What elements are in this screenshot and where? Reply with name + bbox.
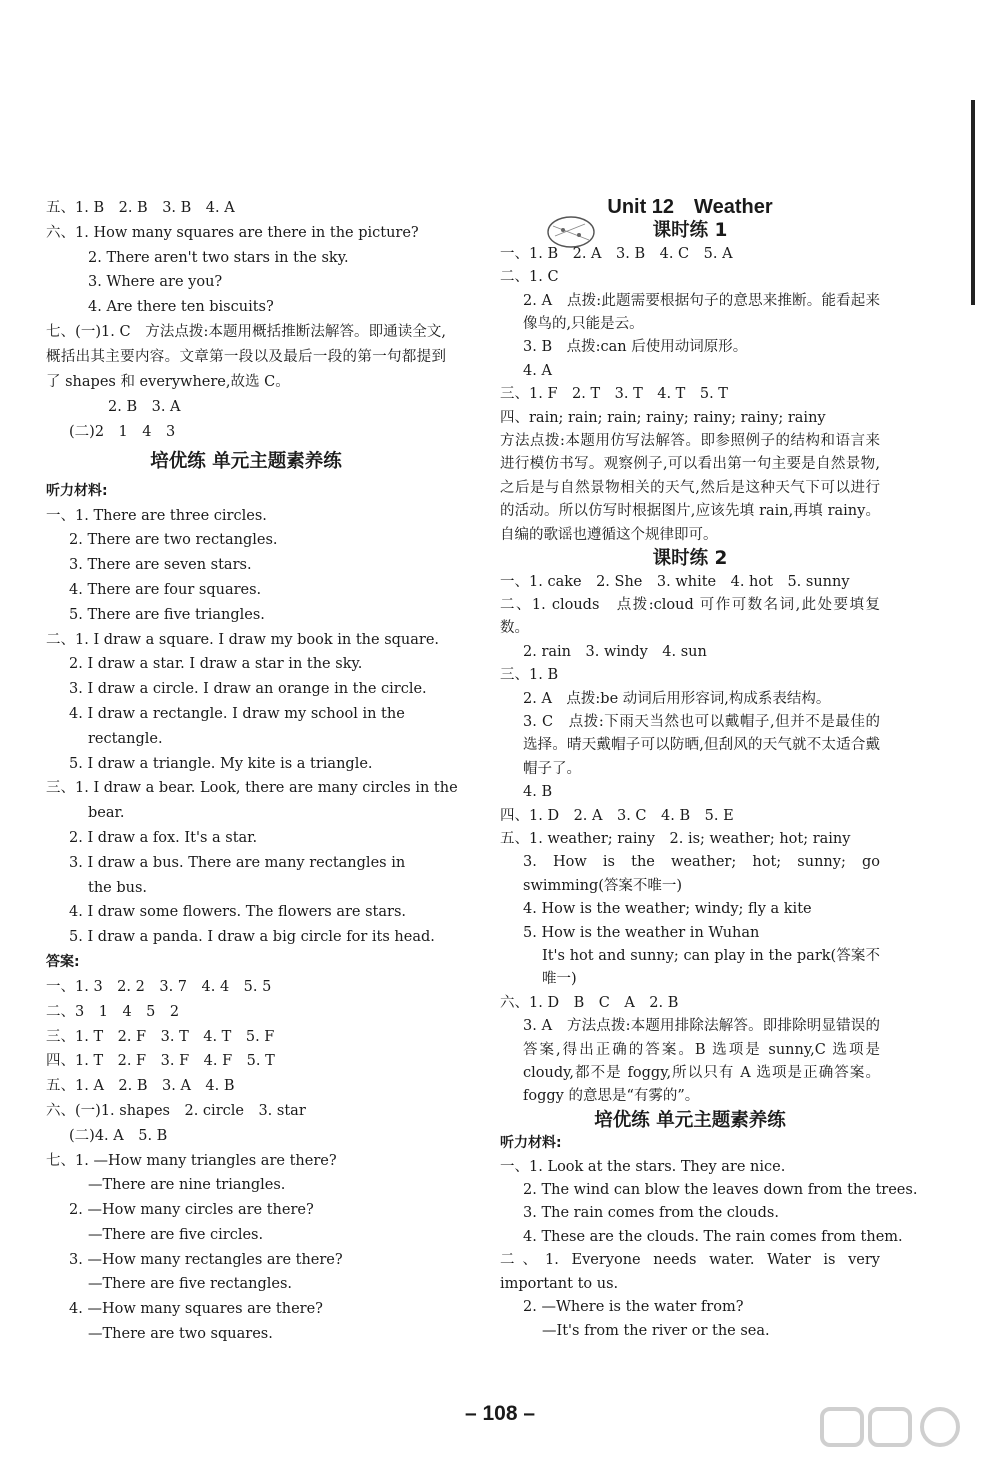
right-line: 一、1. cake 2. She 3. white 4. hot 5. sunny [500,573,850,590]
left-line: 4. Are there ten biscuits? [88,299,274,316]
left-line: 二、3 1 4 5 2 [46,1003,180,1020]
left-line: bear. [88,805,125,822]
right-line: 3. A 方法点拨:本题用排除法解答。即排除明显错误的答案,得出正确的答案。B 选项是 sunny,C 选项是 cloudy,都不是 foggy,所以只有 A 选项是正确答案。foggy 的意思是“有雾的”。 [523,1018,880,1105]
right-line: 课时练 1 [652,220,728,242]
right-line: —It's from the river or the sea. [542,1322,770,1339]
left-line: 3. —How many rectangles are there? [69,1251,343,1268]
right-line: 六、1. D B C A 2. B [500,994,679,1011]
watermark-logo-icon [820,1405,990,1467]
left-line: —There are two squares. [88,1326,273,1343]
left-line: 三、1. T 2. F 3. T 4. T 5. F [46,1028,275,1045]
right-line: 听力材料: [500,1135,562,1152]
left-line: —There are five circles. [88,1226,264,1243]
left-line: 七、(一)1. C 方法点拨:本题用概括推断法解答。即通读全文,概括出其主要内容。文章第一段以及最后一段的第一句都提到了 shapes 和 everywhere,故选 C。 [46,323,446,390]
left-line: —There are nine triangles. [88,1177,286,1194]
left-line: 三、1. I draw a bear. Look, there are many circles in the [46,780,458,797]
right-line: 课时练 2 [652,548,728,570]
left-line: the bus. [88,879,148,896]
left-line: 答案: [46,953,80,970]
left-line: 5. There are five triangles. [69,606,265,623]
right-line: 2. rain 3. windy 4. sun [523,643,707,660]
left-line: 五、1. B 2. B 3. B 4. A [46,200,235,216]
left-line: 2. There aren't two stars in the sky. [88,249,349,266]
right-line: 2. The wind can blow the leaves down from the trees. [523,1182,918,1199]
right-line: 4. A [523,362,552,379]
left-line: 3. There are seven stars. [69,557,252,574]
left-line: 5. I draw a panda. I draw a big circle for its head. [69,929,435,946]
page-number: – 108 – [464,1402,536,1425]
left-line: 2. I draw a star. I draw a star in the sky. [69,656,363,673]
right-column [500,196,918,1343]
right-line: 三、1. B [500,667,559,684]
right-line: 4. These are the clouds. The rain comes from them. [523,1228,903,1245]
left-line: 2. B 3. A [108,398,181,415]
right-line: 四、1. D 2. A 3. C 4. B 5. E [500,807,734,824]
left-line: 七、1. —How many triangles are there? [46,1152,337,1169]
left-line: (二)2 1 4 3 [69,423,176,440]
right-line: 5. How is the weather in Wuhan [523,924,760,941]
left-line: 4. I draw a rectangle. I draw my school in the [69,705,405,722]
right-line: 三、1. F 2. T 3. T 4. T 5. T [500,386,728,403]
right-line: It's hot and sunny; can play in the park(答案不唯一) [542,948,880,988]
right-line: 2. A 点拨:此题需要根据句子的意思来推断。能看起来像鸟的,只能是云。 [523,292,880,333]
right-line: 3. B 点拨:can 后使用动词原形。 [523,339,748,356]
left-line: 2. I draw a fox. It's a star. [69,829,258,846]
left-line: 3. Where are you? [88,274,223,291]
left-line: —There are five rectangles. [88,1276,293,1293]
left-line: 5. I draw a triangle. My kite is a triangle. [69,755,373,772]
right-line: 4. B [523,784,553,801]
left-line: 4. I draw some flowers. The flowers are stars. [69,904,406,921]
right-line: 二、1. Everyone needs water. Water is very important to us. [500,1252,880,1292]
left-line: 六、1. How many squares are there in the picture? [46,224,419,241]
left-line: 二、1. I draw a square. I draw my book in the square. [46,631,440,648]
right-line: 3. C 点拨:下雨天当然也可以戴帽子,但并不是最佳的选择。晴天戴帽子可以防晒,但刮风的天气就不太适合戴帽子了。 [523,713,880,777]
right-line: 3. How is the weather; hot; sunny; go swimming(答案不唯一) [523,854,880,894]
right-line: 二、1. C [500,269,559,286]
left-line: 2. There are two rectangles. [69,532,278,549]
right-line: 2. A 点拨:be 动词后用形容词,构成系表结构。 [523,690,831,707]
left-line: 3. I draw a circle. I draw an orange in the circle. [69,681,427,698]
left-line: (二)4. A 5. B [69,1127,168,1144]
right-line: 一、1. B 2. A 3. B 4. C 5. A [500,245,733,262]
right-line: 五、1. weather; rainy 2. is; weather; hot; rainy [500,830,851,847]
left-line: 六、(一)1. shapes 2. circle 3. star [46,1102,306,1119]
left-column [46,196,458,1347]
left-line: 3. I draw a bus. There are many rectangles in [69,854,406,871]
right-line: Unit 12 Weather [607,196,773,218]
left-line: 听力材料: [46,482,108,499]
left-line: 2. —How many circles are there? [69,1202,314,1219]
left-line: 培优练 单元主题素养练 [150,450,342,472]
left-line: 4. —How many squares are there? [69,1301,323,1318]
right-line: 2. —Where is the water from? [523,1299,744,1316]
right-line: 4. How is the weather; windy; fly a kite [523,901,812,918]
right-line: 3. The rain comes from the clouds. [523,1205,779,1222]
right-line: 方法点拨:本题用仿写法解答。即参照例子的结构和语言来进行模仿书写。观察例子,可以看出第一句主要是自然景物,之后是与自然景物相关的天气,然后是这种天气下可以进行的活动。所以仿写时根据图片,应该先填 rain,再填 rainy。自编的歌谣也遵循这个规律即可。 [500,433,880,543]
right-line: 一、1. Look at the stars. They are nice. [500,1158,786,1175]
right-line: 培优练 单元主题素养练 [594,1109,786,1131]
left-line: 四、1. T 2. F 3. F 4. F 5. T [46,1053,275,1070]
left-line: 一、1. 3 2. 2 3. 7 4. 4 5. 5 [46,978,272,995]
left-line: 五、1. A 2. B 3. A 4. B [46,1078,235,1095]
left-line: 4. There are four squares. [69,581,262,598]
right-line: 四、rain; rain; rain; rainy; rainy; rainy; rainy [500,409,826,426]
left-line: 一、1. There are three circles. [46,507,267,524]
left-line: rectangle. [88,730,163,747]
margin-rule [971,100,975,305]
right-line: 二、1. clouds 点拨:cloud 可作可数名词,此处要填复数。 [500,596,880,637]
